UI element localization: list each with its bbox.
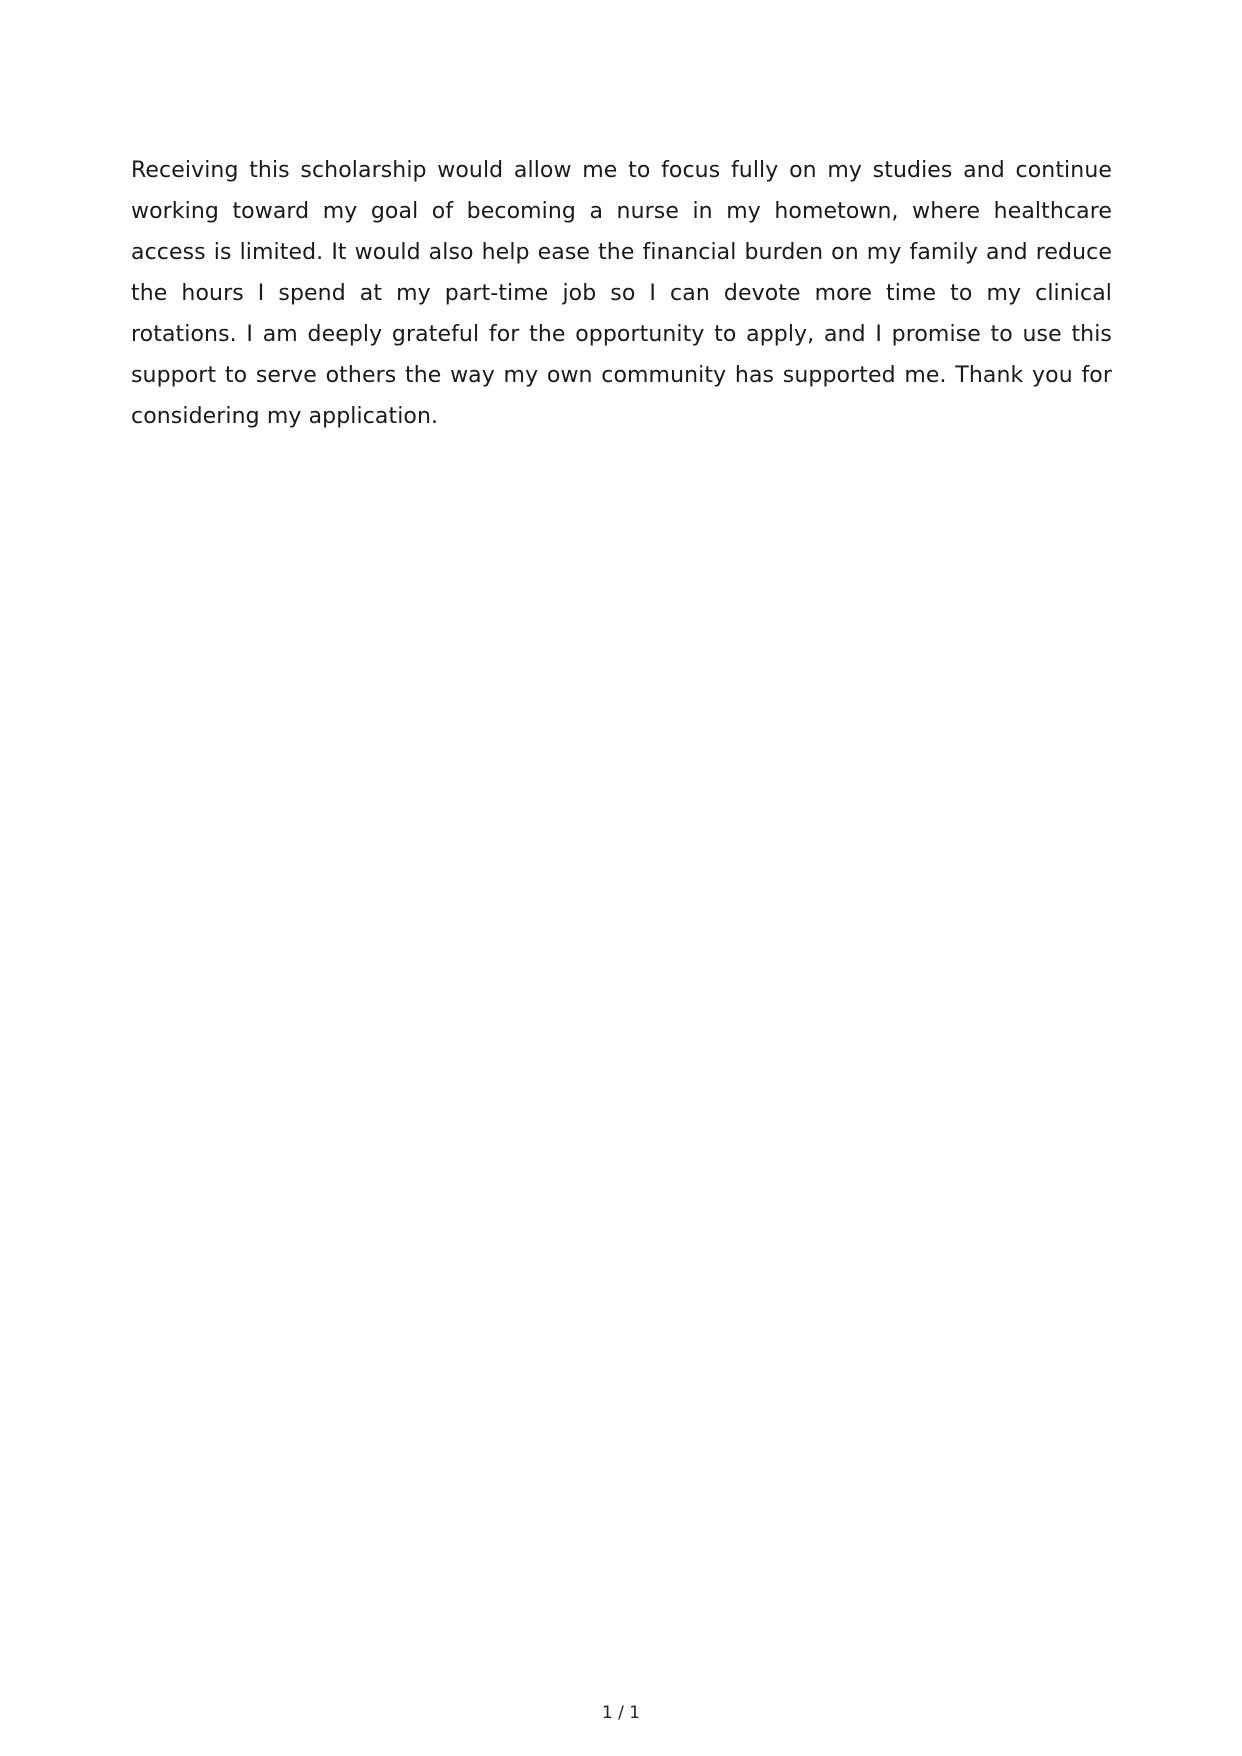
body-paragraph: Receiving this scholarship would allow me to focus fully on my studies and continue working toward my goal of becoming a nurse in my hometown, where healthcare access is limited. It would also help ease the financial burden on my family and reduce the hours I spend at my part-time job so I can devote more time to my clinical rotations. I am deeply grateful for the opportunity to apply, and I promise to use this support to serve others the way my own community has supported me. Thank you for considering my application. [131,158,1112,429]
page-number: 1 / 1 [601,1703,641,1723]
